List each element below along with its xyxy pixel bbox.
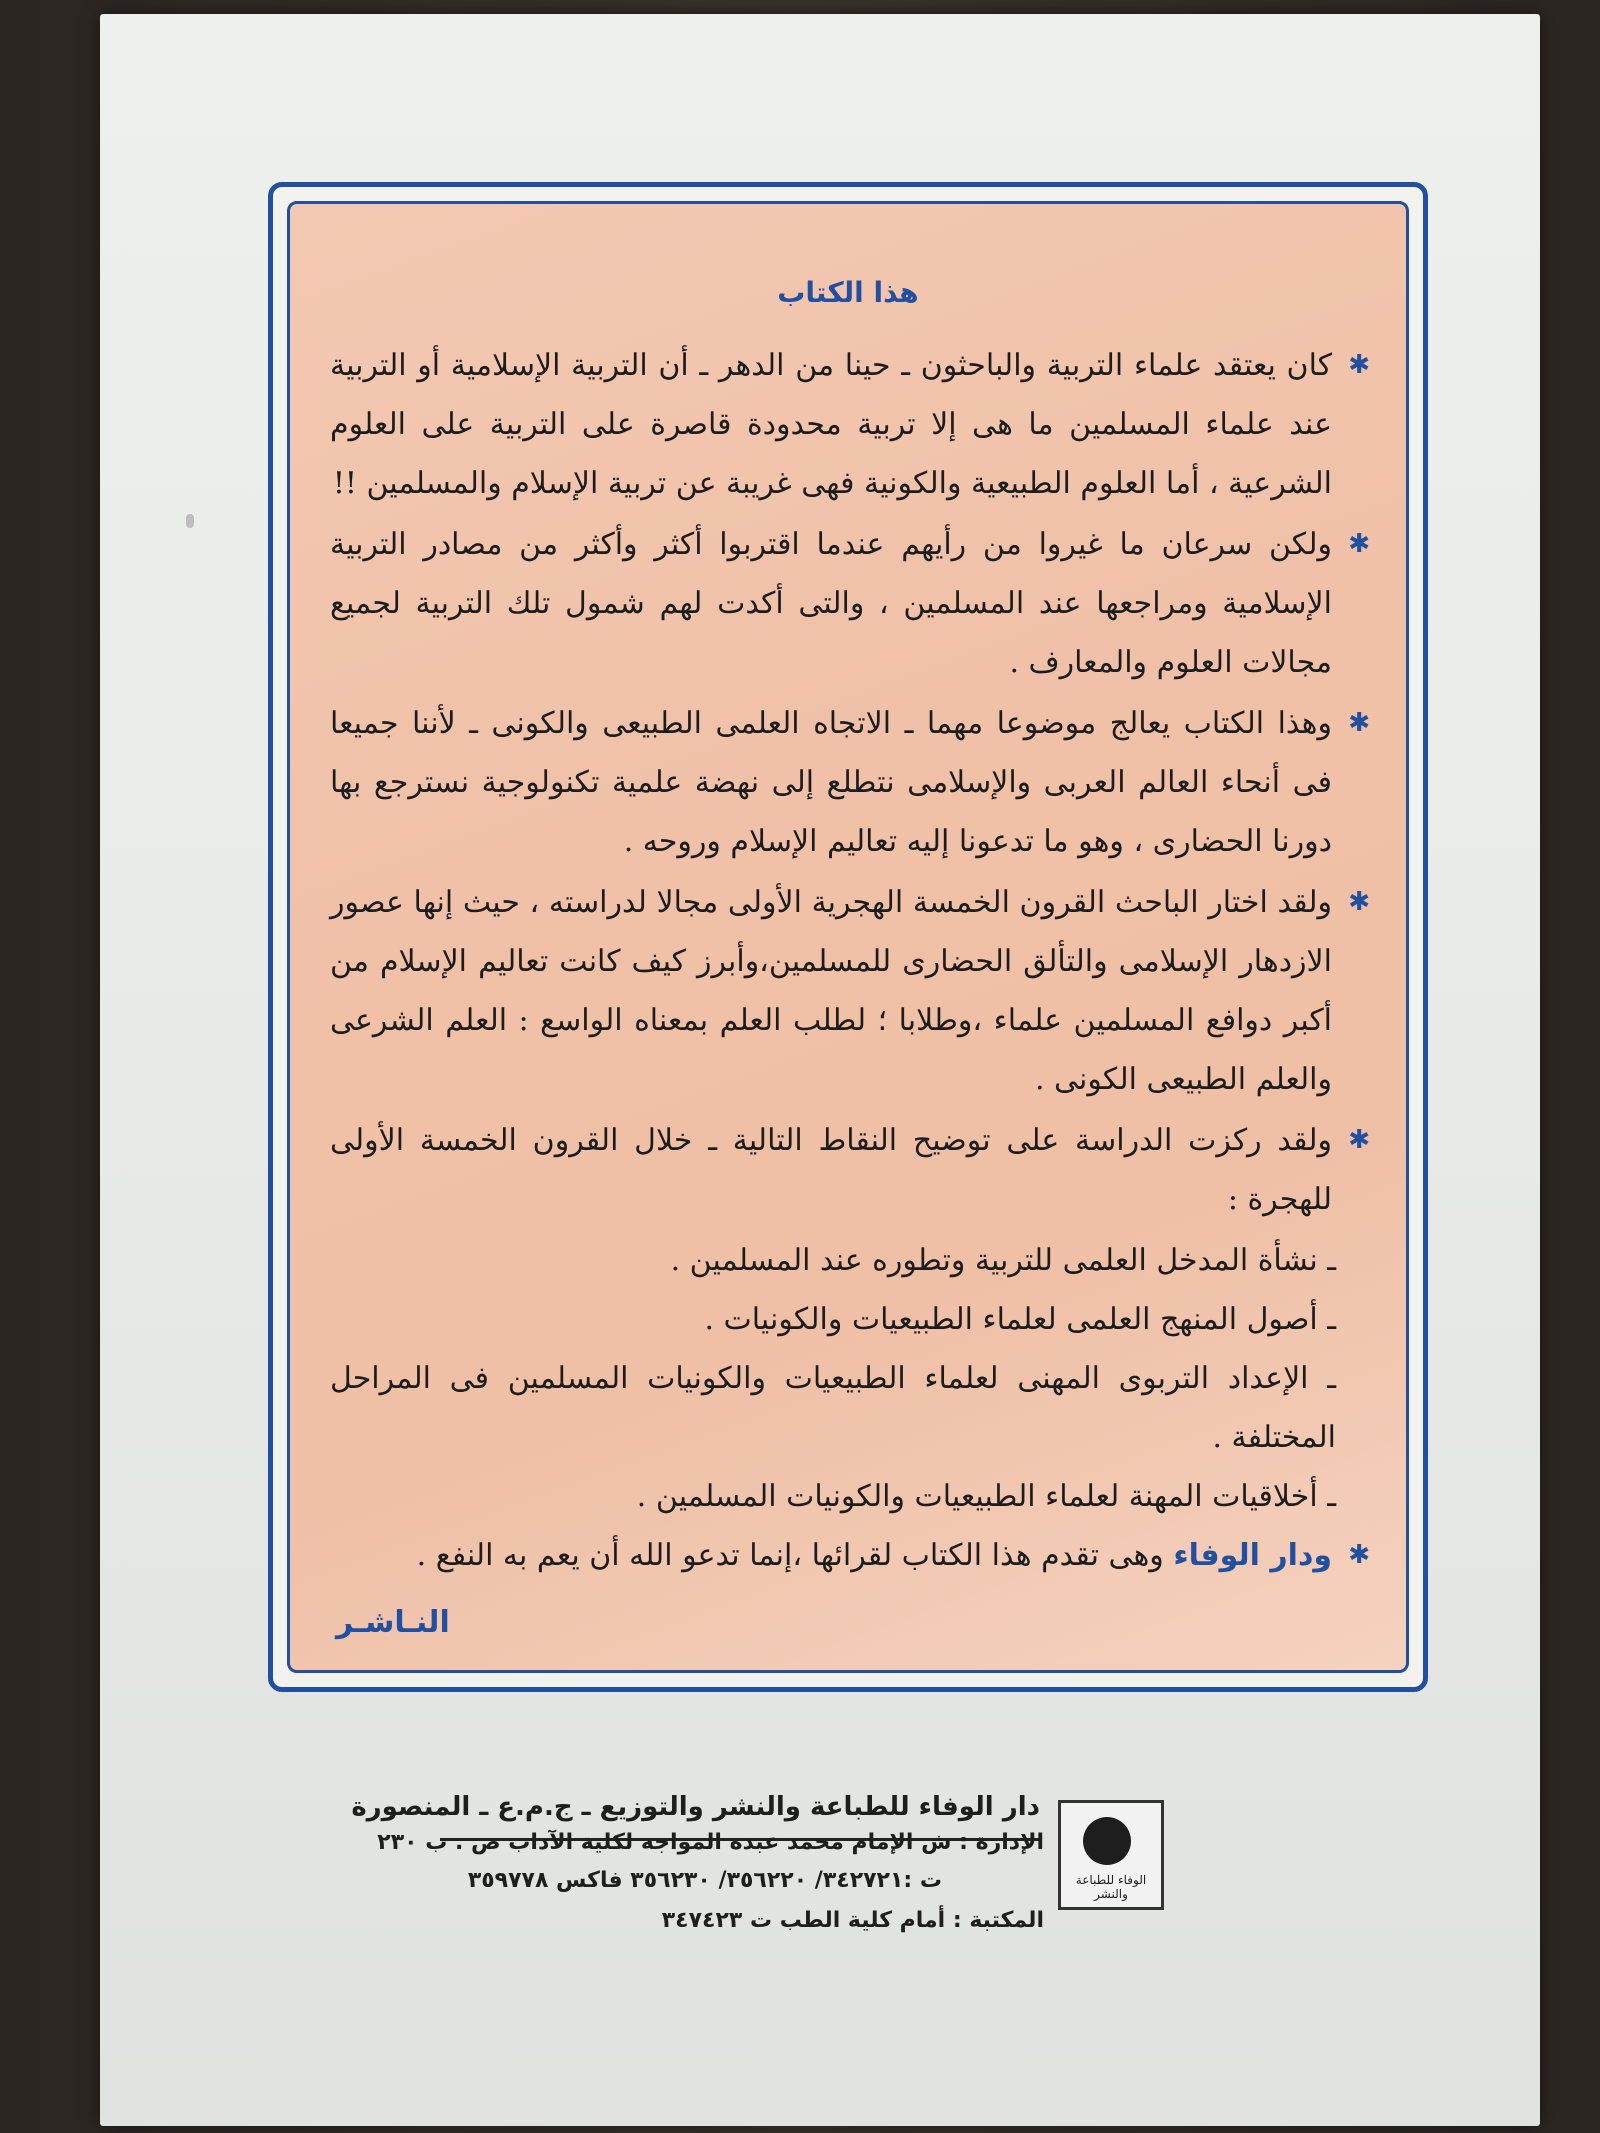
- blurb-title: هذا الكتاب: [777, 276, 919, 309]
- paragraph-text: ولقد ركزت الدراسة على توضيح النقاط التالية ـ خلال القرون الخمسة الأولى للهجرة :: [330, 1123, 1332, 1217]
- asterisk-icon: ✱: [1348, 887, 1370, 917]
- paragraph-text: وهذا الكتاب يعالج موضوعا مهما ـ الاتجاه العلمى الطبيعى والكونى ـ لأننا جميعا فى أنحاء العالم العربى والإسلامى نتطلع إلى نهضة علمية تكنولوجية نسترجع بها دورنا الحضارى ، وهو ما تدعونا إليه تعاليم الإسلام وروحه .: [330, 706, 1332, 859]
- asterisk-icon: ✱: [1348, 708, 1370, 738]
- blurb-paragraph: [330, 515, 1370, 692]
- blurb-paragraph: [330, 1111, 1370, 1229]
- publisher-phone: ت :٣٤٢٧٢١/ ٣٥٦٢٢٠/ ٣٥٦٢٣٠ فاكس ٣٥٩٧٧٨: [467, 1868, 942, 1893]
- blurb-paragraph: [330, 694, 1370, 871]
- publisher-name: دار الوفاء للطباعة والنشر والتوزيع ـ ج.م.ع ـ المنصورة: [351, 1792, 1040, 1822]
- publisher-signature: النـاشـر: [336, 1605, 450, 1640]
- logo-emblem: [1083, 1817, 1131, 1865]
- paragraph-text: كان يعتقد علماء التربية والباحثون ـ حينا من الدهر ـ أن التربية الإسلامية أو التربية عند علماء المسلمين ما هى إلا تربية محدودة قاصرة على التربية على العلوم الشرعية ، أما العلوم الطبيعية والكونية فهى غريبة عن تربية الإسلام والمسلمين !!: [330, 348, 1332, 501]
- publisher-logo: [1058, 1800, 1164, 1910]
- study-point: ـ أخلاقيات المهنة لعلماء الطبيعيات والكونيات المسلمين .: [636, 1479, 1336, 1514]
- paragraph-text: ولكن سرعان ما غيروا من رأيهم عندما اقتربوا أكثر وأكثر من مصادر التربية الإسلامية ومراجعها عند المسلمين ، والتى أكدت لهم شمول تلك التربية لجميع مجالات العلوم والمعارف .: [330, 527, 1332, 680]
- blurb-panel: [287, 201, 1409, 1673]
- asterisk-icon: ✱: [1348, 1125, 1370, 1155]
- publisher-address: الإدارة : ش الإمام محمد عبده المواجه لكلية الآداب ص . ب ٢٣٠: [377, 1830, 1044, 1855]
- study-point: ـ الإعداد التربوى المهنى لعلماء الطبيعيات والكونيات المسلمين فى المراحل المختلفة .: [330, 1361, 1336, 1455]
- logo-text: الوفاء للطباعة والنشر: [1075, 1873, 1147, 1901]
- asterisk-icon: ✱: [1348, 1540, 1370, 1570]
- paragraph-text: ولقد اختار الباحث القرون الخمسة الهجرية الأولى مجالا لدراسته ، حيث إنها عصور الازدهار الإسلامى والتألق الحضارى للمسلمين،وأبرز كيف كانت تعاليم الإسلام من أكبر دوافع المسلمين علماء ،وطلابا ؛ لطلب العلم بمعناه الواسع : العلم الشرعى والعلم الطبيعى الكونى .: [330, 885, 1332, 1097]
- publisher-brand: ودار الوفاء: [1173, 1538, 1332, 1573]
- blurb-body: [330, 336, 1370, 1587]
- blurb-paragraph: [330, 336, 1370, 513]
- publisher-library: المكتبة : أمام كلية الطب ت ٣٤٧٤٢٣: [661, 1908, 1044, 1933]
- cover-crease: [186, 514, 194, 528]
- study-point: ـ نشأة المدخل العلمى للتربية وتطوره عند المسلمين .: [670, 1243, 1336, 1278]
- blurb-paragraph: [330, 873, 1370, 1109]
- blurb-closing: [330, 1526, 1370, 1585]
- closing-text: وهى تقدم هذا الكتاب لقرائها ،إنما تدعو الله أن يعم به النفع .: [416, 1538, 1164, 1573]
- study-point: ـ أصول المنهج العلمى لعلماء الطبيعيات والكونيات .: [704, 1302, 1336, 1337]
- asterisk-icon: ✱: [1348, 529, 1370, 559]
- blurb-frame: [268, 182, 1428, 1692]
- asterisk-icon: ✱: [1348, 350, 1370, 380]
